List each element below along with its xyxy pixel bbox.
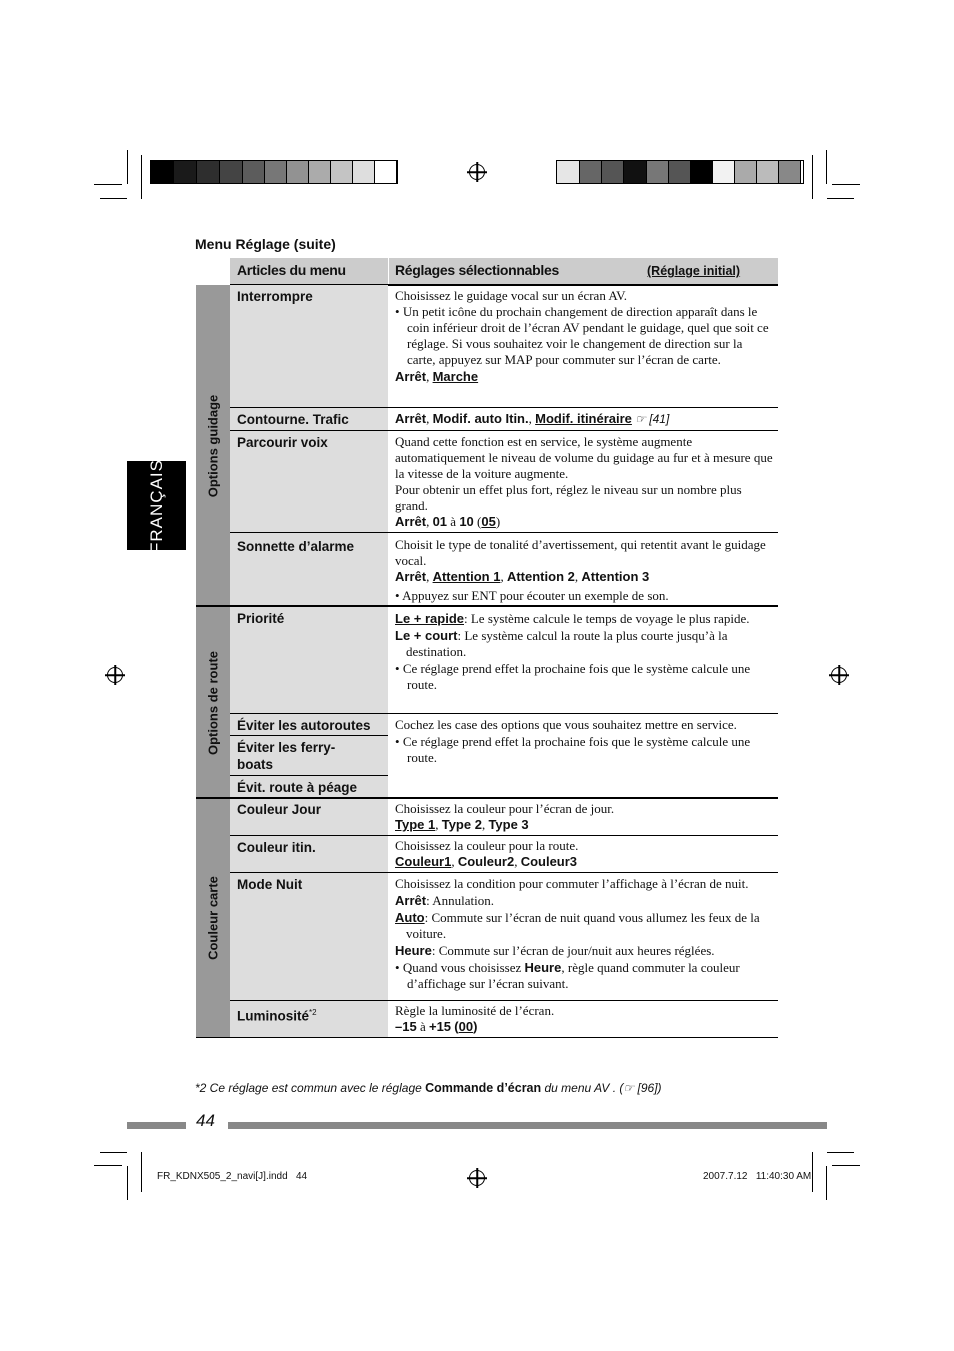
setting-couleur-jour: Choisissez la couleur pour l’écran de jour. Type 1, Type 2, Type 3: [395, 801, 615, 832]
crop-mark: [94, 184, 122, 185]
header-reglages: Réglages sélectionnables: [395, 262, 559, 278]
crop-mark: [826, 150, 827, 184]
group-rule: [196, 605, 778, 607]
crop-mark: [832, 184, 860, 185]
row-rule: [230, 872, 778, 873]
header-articles: Articles du menu: [237, 262, 346, 278]
item-sonnette-alarme: Sonnette d’alarme: [237, 539, 355, 554]
row-rule: [230, 775, 388, 776]
row-rule: [230, 835, 778, 836]
group-options-guidage: Options guidage: [196, 285, 230, 606]
crop-mark: [100, 198, 127, 199]
header-initial: (Réglage initial): [647, 264, 741, 278]
crop-mark: [832, 1165, 860, 1166]
registration-mark-icon: [469, 1170, 485, 1186]
crop-mark: [127, 1166, 128, 1200]
crop-mark: [100, 1152, 127, 1153]
registration-mark-icon: [107, 667, 123, 683]
item-priorite: Priorité: [237, 611, 285, 626]
crop-mark: [141, 1152, 142, 1192]
section-title: Menu Réglage (suite): [195, 236, 336, 252]
group-options-route: Options de route: [196, 607, 230, 798]
crop-mark: [827, 1152, 854, 1153]
row-rule: [230, 532, 778, 533]
color-bar-right: [556, 160, 804, 184]
item-column: [230, 285, 388, 1037]
setting-couleur-itin: Choisissez la couleur pour la route. Couleur1, Couleur2, Couleur3: [395, 838, 579, 869]
row-rule: [230, 407, 778, 408]
setting-sonnette-alarme: Choisit le type de tonalité d’avertissement, qui retentit avant le guidage vocal. Arrêt, Attention 1, Attention 2, Attention 3 • Appuyez sur ENT pour écouter un exemple de son.: [395, 537, 766, 603]
setting-parcourir-voix: Quand cette fonction est en service, le système augmente automatiquement le niveau de volume du guidage au fur et à mesure que la vitesse de la voiture augmente. Pour obtenir un effet plus fort, réglez le niveau sur un nombre plus grand. Arrêt, 01 à 10 (05): [395, 434, 773, 529]
item-interrompre: Interrompre: [237, 289, 313, 304]
setting-luminosite: Règle la luminosité de l’écran. –15 à +15 (00): [395, 1003, 555, 1034]
setting-contourne-trafic: Arrêt, Modif. auto Itin., Modif. itinéraire ☞ [41]: [395, 411, 670, 426]
page-number: 44: [196, 1111, 215, 1130]
language-tab: [127, 458, 186, 553]
setting-eviter: Cochez les case des options que vous souhaitez mettre en service. • Ce réglage prend effet la prochaine fois que le système calcule une route.: [395, 717, 751, 765]
crop-mark: [94, 1165, 122, 1166]
item-eviter-ferry: Éviter les ferry-boats: [237, 740, 336, 772]
setting-interrompre: Choisissez le guidage vocal sur un écran AV. • Un petit icône du prochain changement de direction apparaît dans le coin inférieur droit de l’écran AV pendant le guidage, quel que soit ce réglage. Si vous souhaitez voir le changement de direction sur la carte, appuyez sur MAP pour commuter sur l’écran de carte. Arrêt, Marche: [395, 288, 769, 384]
crop-mark: [127, 150, 128, 184]
slug-date: 2007.7.12 11:40:30 AM: [703, 1171, 812, 1182]
setting-mode-nuit: Choisissez la condition pour commuter l’affichage à l’écran de nuit. Arrêt: Annulation. Auto: Commute sur l’écran de nuit quand vous allumez les feux de la voiture. Heure: Commute sur l’écran de jour/nuit aux heures réglées. • Quand vous choisissez Heure, règle quand commuter la couleur d’affichage sur l’écran suivant.: [395, 876, 760, 991]
registration-mark-icon: [831, 667, 847, 683]
item-couleur-itin: Couleur itin.: [237, 840, 316, 855]
crop-mark: [812, 155, 813, 199]
crop-mark: [141, 155, 142, 199]
crop-mark: [812, 1152, 813, 1192]
item-parcourir-voix: Parcourir voix: [237, 435, 328, 450]
item-mode-nuit: Mode Nuit: [237, 877, 303, 892]
registration-mark-icon: [469, 164, 485, 180]
item-couleur-jour: Couleur Jour: [237, 802, 322, 817]
crop-mark: [826, 1166, 827, 1200]
language-tab-label: FRANÇAIS: [146, 458, 166, 553]
item-contourne-trafic: Contourne. Trafic: [237, 412, 349, 427]
crop-mark: [827, 198, 854, 199]
slug-file: FR_KDNX505_2_navi[J].indd 44: [157, 1171, 308, 1182]
color-bar-left: [150, 160, 398, 184]
setting-priorite: Le + rapide: Le système calcule le temps de voyage le plus rapide. Le + court: Le système calcul la route la plus courte jusqu’à la destination. • Ce réglage prend effet la prochaine fois que le système calcule une route.: [395, 611, 751, 692]
row-rule: [230, 713, 778, 714]
page-bar-right: [228, 1122, 827, 1129]
item-evit-peage: Évit. route à péage: [237, 780, 358, 795]
row-rule: [230, 735, 388, 736]
row-rule: [230, 430, 778, 431]
row-rule: [230, 1000, 778, 1001]
footnote: *2 Ce réglage est commun avec le réglage Commande d’écran du menu AV . (☞ [96]): [195, 1081, 662, 1095]
table-bottom-rule: [196, 1037, 778, 1038]
group-couleur-carte: Couleur carte: [196, 799, 230, 1037]
page-bar-left: [127, 1122, 186, 1129]
group-rule: [196, 797, 778, 799]
item-luminosite: Luminosité$^{*2}$: [237, 1008, 317, 1024]
item-eviter-autoroutes: Éviter les autoroutes: [237, 718, 371, 733]
